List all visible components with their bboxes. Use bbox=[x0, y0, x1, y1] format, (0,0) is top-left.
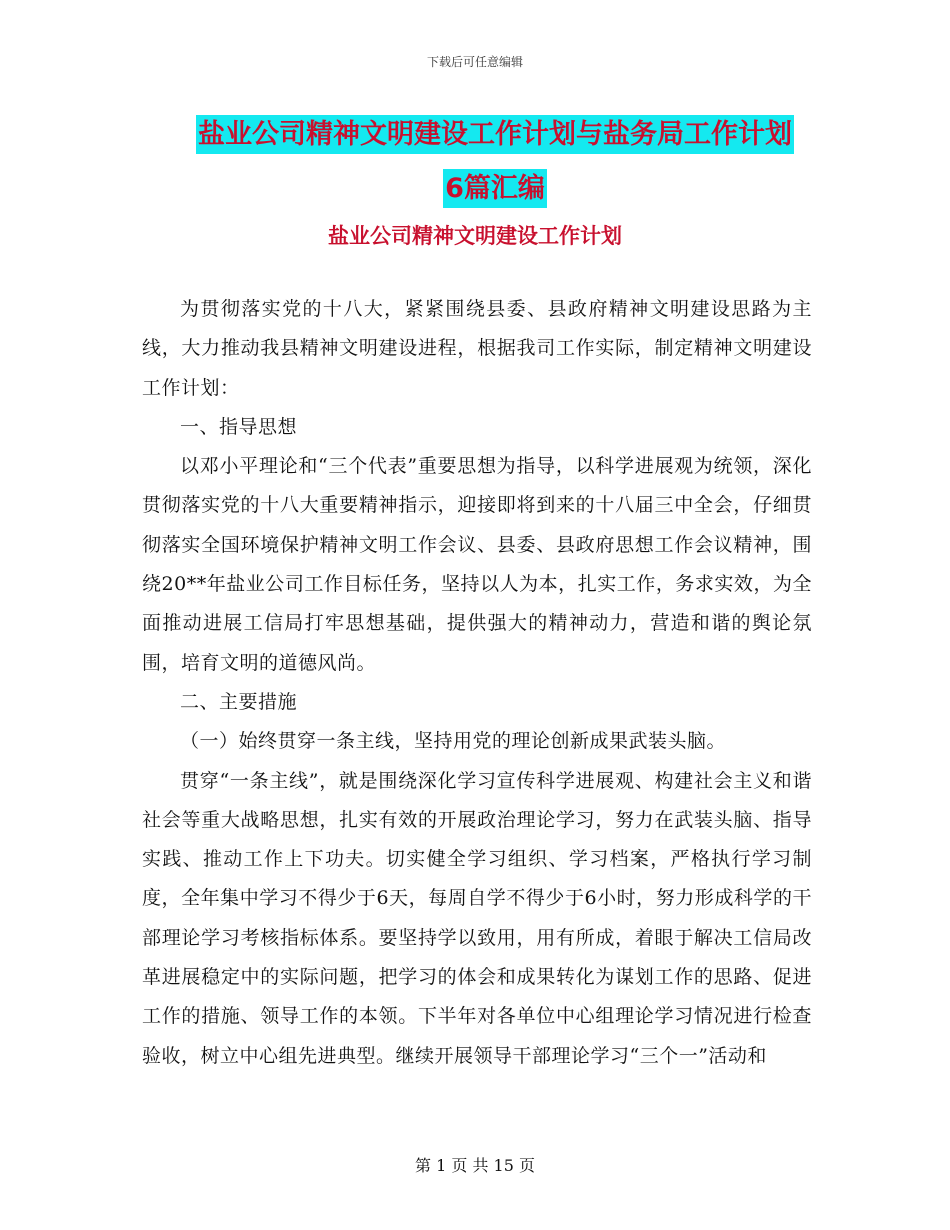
section-title: 盐业公司精神文明建设工作计划 bbox=[328, 224, 622, 248]
intro-paragraph: 为贯彻落实党的十八大，紧紧围绕县委、县政府精神文明建设思路为主线，大力推动我县精神文明建设进程，根据我司工作实际，制定精神文明建设工作计划： bbox=[142, 298, 812, 399]
heading-main-measures: 二、主要措施 bbox=[180, 690, 298, 713]
document-title-text: 盐业公司精神文明建设工作计划与盐务局工作计划6篇汇编 bbox=[196, 115, 794, 208]
guiding-thought-paragraph: 以邓小平理论和“三个代表”重要思想为指导，以科学进展观为统领，深化贯彻落实党的十八大重要精神指示，迎接即将到来的十八届三中全会，仔细贯彻落实全国环境保护精神文明工作会议、县委、县政府思想工作会议精神，围绕20**年盐业公司工作目标任务，坚持以人为本，扎实工作，务求实效，为全面推动进展工信局打牢思想基础，提供强大的精神动力，营造和谐的舆论氛围，培育文明的道德风尚。 bbox=[142, 455, 812, 674]
heading-guiding-thought: 一、指导思想 bbox=[180, 415, 298, 438]
measure-1-heading: （一）始终贯穿一条主线，坚持用党的理论创新成果武装头脑。 bbox=[180, 730, 727, 753]
document-body bbox=[142, 290, 812, 1076]
measure-1-paragraph: 贯穿“一条主线”，就是围绕深化学习宣传科学进展观、构建社会主义和谐社会等重大战略思想，扎实有效的开展政治理论学习，努力在武装头脑、指导实践、推动工作上下功夫。切实健全学习组织、学习档案，严格执行学习制度，全年集中学习不得少于6天，每周自学不得少于6小时，努力形成科学的干部理论学习考核指标体系。要坚持学以致用，用有所成，着眼于解决工信局改革进展稳定中的实际问题，把学习的体会和成果转化为谋划工作的思路、促进工作的措施、领导工作的本领。下半年对各单位中心组理论学习情况进行检查验收，树立中心组先进典型。继续开展领导干部理论学习“三个一”活动和 bbox=[142, 769, 812, 1067]
page-number-footer: 第 1 页 共 15 页 bbox=[415, 1156, 535, 1175]
header-note: 下载后可任意编辑 bbox=[426, 55, 523, 69]
document-title bbox=[190, 108, 800, 216]
